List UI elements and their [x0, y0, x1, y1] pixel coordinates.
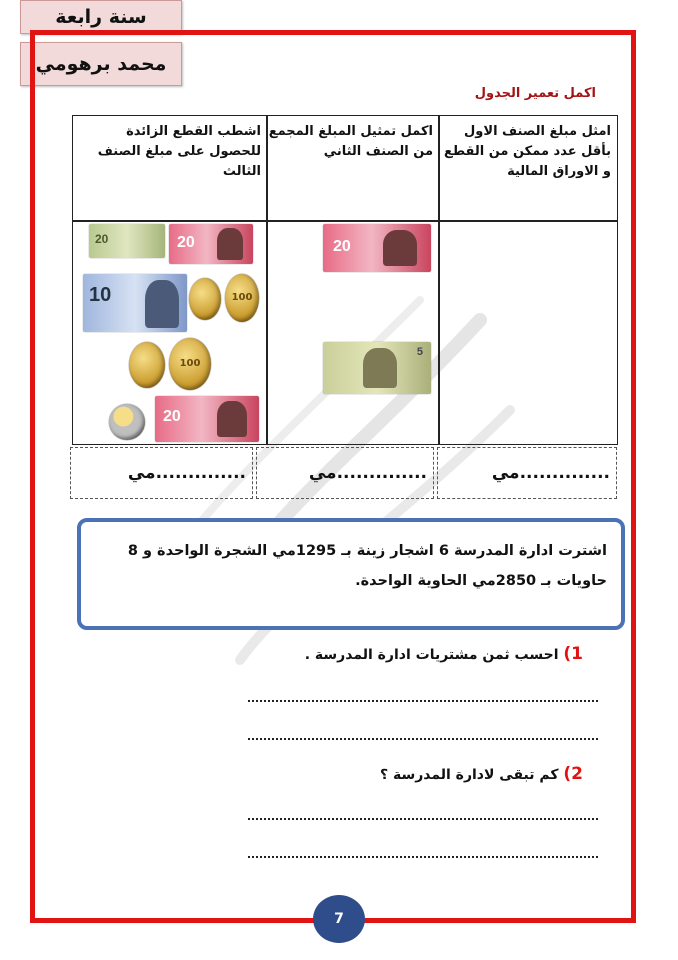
- column-header-1: امثل مبلغ الصنف الاول بأقل عدد ممكن من القطع و الاوراق المالية: [443, 124, 611, 179]
- coin-100: 100: [169, 338, 211, 390]
- question-text: كم تبقى لادارة المدرسة ؟: [379, 767, 559, 783]
- answer-line[interactable]: [248, 856, 598, 858]
- grade-label: سنة رابعة: [20, 0, 182, 34]
- bimetal-coin: [109, 404, 145, 440]
- coin: [189, 278, 221, 320]
- column-header-2: اكمل تمثيل المبلغ المجمع من الصنف الثاني: [268, 124, 433, 159]
- problem-box: [77, 518, 625, 630]
- banknote-5: 5: [323, 342, 431, 394]
- banknote-20: 20: [323, 224, 431, 272]
- author-label: محمد برهومي: [20, 42, 182, 86]
- answer-box-3[interactable]: ..............مي: [70, 447, 253, 499]
- question-1: [305, 644, 583, 664]
- table-divider: [73, 220, 617, 222]
- table-divider: [266, 116, 268, 444]
- answer-line[interactable]: [248, 738, 598, 740]
- money-table: [72, 115, 618, 445]
- answer-line[interactable]: [248, 700, 598, 702]
- table-divider: [438, 116, 440, 444]
- answer-box-2[interactable]: ..............مي: [256, 447, 434, 499]
- answer-line[interactable]: [248, 818, 598, 820]
- problem-line-2: حاويات بـ 2850مي الحاوية الواحدة.: [355, 573, 607, 589]
- banknote-10: 10: [83, 274, 187, 332]
- problem-line-1: اشترت ادارة المدرسة 6 اشجار زينة بـ 1295مي الشجرة الواحدة و 8: [127, 543, 607, 559]
- coin-100: 100: [225, 274, 259, 322]
- banknote-20: 20: [89, 224, 165, 258]
- page-number-badge: 7: [313, 895, 365, 943]
- question-text: احسب ثمن مشتريات ادارة المدرسة .: [304, 647, 559, 663]
- question-number: 2): [563, 764, 583, 784]
- column-header-3: اشطب القطع الزائدة للحصول على مبلغ الصنف الثالث: [97, 124, 261, 179]
- coin: [129, 342, 165, 388]
- banknote-20: 20: [155, 396, 259, 442]
- question-number: 1): [563, 644, 583, 664]
- instruction-title: اكمل تعمير الجدول: [474, 86, 596, 101]
- question-2: [380, 764, 583, 784]
- problem-text: [97, 536, 607, 596]
- answer-box-1[interactable]: ..............مي: [437, 447, 617, 499]
- banknote-20: 20: [169, 224, 253, 264]
